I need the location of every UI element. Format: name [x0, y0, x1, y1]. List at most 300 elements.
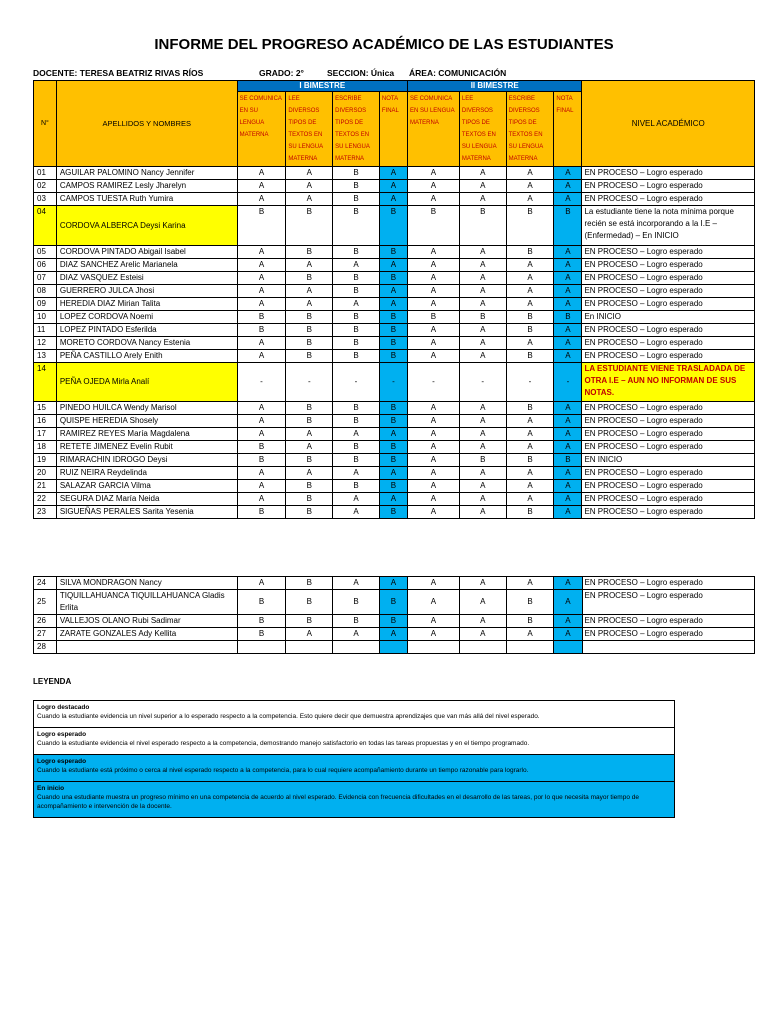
nota-final-cell: B — [379, 454, 407, 467]
grade-cell: B — [333, 415, 380, 428]
grade-cell: - — [506, 363, 554, 402]
student-number: 08 — [34, 285, 57, 298]
nota-final-cell: A — [554, 298, 582, 311]
legend-item — [34, 782, 675, 818]
student-name: AGUILAR PALOMINO Nancy Jennifer — [56, 167, 237, 180]
grade-cell: A — [506, 285, 554, 298]
nota-final-cell: B — [379, 311, 407, 324]
student-row — [34, 441, 755, 454]
student-number: 07 — [34, 272, 57, 285]
header-nivel: NIVEL ACADÉMICO — [582, 81, 755, 167]
grade-cell: A — [459, 259, 506, 272]
grade-cell: A — [459, 193, 506, 206]
grade-cell: B — [333, 324, 380, 337]
page-title: INFORME DEL PROGRESO ACADÉMICO DE LAS ESTUDIANTES — [154, 36, 614, 53]
grade-cell: A — [286, 193, 333, 206]
grade-cell: B — [333, 350, 380, 363]
nota-final-cell: B — [379, 402, 407, 415]
grade-cell: A — [237, 167, 286, 180]
grade-cell: A — [407, 577, 459, 590]
student-row — [34, 272, 755, 285]
student-name: SALAZAR GARCIA Vilma — [56, 480, 237, 493]
student-row — [34, 193, 755, 206]
student-name: CORDOVA ALBERCA Deysi Karina — [56, 206, 237, 246]
nota-final-cell: A — [554, 615, 582, 628]
nota-final-cell: A — [554, 428, 582, 441]
grade-cell: A — [286, 467, 333, 480]
grade-cell: B — [237, 454, 286, 467]
student-number: 20 — [34, 467, 57, 480]
grade-cell: B — [237, 206, 286, 246]
nota-final-cell: A — [554, 246, 582, 259]
grade-cell: A — [407, 246, 459, 259]
grade-cell: A — [286, 441, 333, 454]
grade-cell: B — [333, 246, 380, 259]
nota-final-cell: A — [379, 193, 407, 206]
grade-cell: A — [407, 506, 459, 519]
student-row — [34, 467, 755, 480]
nota-final-cell: B — [379, 480, 407, 493]
student-name: SEGURA DIAZ María Neida — [56, 493, 237, 506]
nota-final-cell: B — [379, 324, 407, 337]
nota-final-cell: A — [554, 415, 582, 428]
grade-cell: B — [333, 311, 380, 324]
student-row — [34, 493, 755, 506]
grade-cell: A — [459, 577, 506, 590]
nota-final-cell: A — [554, 180, 582, 193]
student-name: LOPEZ PINTADO Esferilda — [56, 324, 237, 337]
student-row — [34, 337, 755, 350]
grade-cell: A — [407, 615, 459, 628]
grade-cell: B — [286, 402, 333, 415]
student-name: RIMARACHIN IDROGO Deysi — [56, 454, 237, 467]
legend-item-description: Cuando la estudiante evidencia un nivel superior a lo esperado respecto a la competencia. Esto quiere decir que demuestra aprendizajes que van más allá del nivel esperado. — [37, 713, 540, 720]
student-row — [34, 577, 755, 590]
grade-cell: B — [506, 206, 554, 246]
nota-final-cell: B — [554, 454, 582, 467]
grade-cell: A — [506, 259, 554, 272]
legend-item-title: Logro esperado — [37, 758, 87, 765]
student-name: MORETO CORDOVA Nancy Estenia — [56, 337, 237, 350]
student-name: PEÑA OJEDA Mirla Analí — [56, 363, 237, 402]
student-name: TIQUILLAHUANCA TIQUILLAHUANCA Gladis Erlita — [56, 590, 237, 615]
grade-cell — [459, 641, 506, 654]
student-row — [34, 298, 755, 311]
grade-cell: A — [333, 628, 380, 641]
student-name: QUISPE HEREDIA Shosely — [56, 415, 237, 428]
header-bimestre-1: I BIMESTRE — [237, 81, 407, 92]
nota-final-cell — [379, 641, 407, 654]
grades-table-continued — [33, 576, 755, 654]
grade-cell: A — [237, 180, 286, 193]
grade-cell — [286, 641, 333, 654]
nivel-academico-cell: La estudiante tiene la nota mínima porque recién se está incorporando a la I.E – (Enfermedad) – En INICIO — [582, 206, 755, 246]
nota-final-cell: B — [379, 206, 407, 246]
nivel-academico-cell — [582, 641, 755, 654]
grade-cell: A — [459, 180, 506, 193]
grade-cell: A — [237, 428, 286, 441]
grade-cell: A — [407, 441, 459, 454]
grade-cell: A — [506, 441, 554, 454]
grade-cell: B — [333, 480, 380, 493]
grade-cell: A — [459, 590, 506, 615]
grade-cell: B — [333, 402, 380, 415]
student-number: 09 — [34, 298, 57, 311]
student-name: CAMPOS RAMIREZ Lesly Jharelyn — [56, 180, 237, 193]
nota-final-cell: A — [379, 428, 407, 441]
nota-final-cell: A — [379, 577, 407, 590]
nota-final-cell: A — [554, 402, 582, 415]
student-row — [34, 180, 755, 193]
nota-final-cell: A — [379, 493, 407, 506]
student-name: PINEDO HUILCA Wendy Marisol — [56, 402, 237, 415]
student-row — [34, 628, 755, 641]
header-b2-escribe: ESCRIBE DIVERSOS TIPOS DE TEXTOS EN SU LENGUA MATERNA — [506, 92, 554, 167]
grade-cell: A — [407, 298, 459, 311]
grade-cell: A — [459, 441, 506, 454]
student-number: 28 — [34, 641, 57, 654]
grade-cell: B — [506, 350, 554, 363]
legend-item — [34, 755, 675, 782]
grade-cell: A — [459, 480, 506, 493]
student-number: 02 — [34, 180, 57, 193]
grade-cell: B — [333, 180, 380, 193]
header-b1-escribe: ESCRIBE DIVERSOS TIPOS DE TEXTOS EN SU LENGUA MATERNA — [333, 92, 380, 167]
legend-item-description: Cuando la estudiante evidencia el nivel esperado respecto a la competencia, demostrando manejo satisfactorio en todas las tareas propuestas y en el tiempo programado. — [37, 740, 530, 747]
student-name: DIAZ SANCHEZ Arelic Marianela — [56, 259, 237, 272]
grade-cell: B — [333, 615, 380, 628]
grade-cell: B — [286, 324, 333, 337]
grade-cell: A — [407, 454, 459, 467]
student-number: 04 — [34, 206, 57, 246]
grade-cell: A — [506, 467, 554, 480]
grade-cell: A — [237, 337, 286, 350]
student-row — [34, 506, 755, 519]
grade-cell: B — [286, 493, 333, 506]
grade-cell: A — [237, 259, 286, 272]
grade-cell: A — [506, 167, 554, 180]
grade-cell: B — [286, 506, 333, 519]
grade-cell: A — [407, 480, 459, 493]
grade-cell: B — [333, 285, 380, 298]
legend-table — [33, 700, 675, 818]
grade-cell: A — [459, 467, 506, 480]
nivel-academico-cell: EN PROCESO – Logro esperado — [582, 493, 755, 506]
legend-item — [34, 701, 675, 728]
grade-cell: B — [506, 506, 554, 519]
grade-cell: B — [237, 324, 286, 337]
legend-item-title: En inicio — [37, 785, 65, 792]
grade-cell: - — [407, 363, 459, 402]
grade-cell: A — [333, 259, 380, 272]
nivel-academico-cell: EN PROCESO – Logro esperado — [582, 415, 755, 428]
student-name: DIAZ VASQUEZ Esteisi — [56, 272, 237, 285]
grade-cell: B — [333, 272, 380, 285]
nota-final-cell: B — [379, 615, 407, 628]
grade-cell: A — [407, 193, 459, 206]
grade-cell: B — [506, 402, 554, 415]
grade-cell: A — [237, 246, 286, 259]
grade-cell: A — [333, 506, 380, 519]
grade-cell — [333, 641, 380, 654]
grade-cell: A — [459, 506, 506, 519]
grade-cell: A — [407, 324, 459, 337]
grade-cell: B — [237, 506, 286, 519]
nivel-academico-cell: EN PROCESO – Logro esperado — [582, 193, 755, 206]
seccion-label: SECCION: Única — [327, 68, 395, 78]
student-name: SILVA MONDRAGON Nancy — [56, 577, 237, 590]
nota-final-cell: A — [379, 180, 407, 193]
grade-cell: A — [237, 467, 286, 480]
nivel-academico-cell: EN PROCESO – Logro esperado — [582, 480, 755, 493]
grade-cell: B — [459, 454, 506, 467]
legend-cell — [34, 701, 675, 728]
nivel-academico-cell: EN PROCESO – Logro esperado — [582, 337, 755, 350]
grade-cell: A — [506, 415, 554, 428]
grade-cell: A — [407, 180, 459, 193]
nota-final-cell: A — [554, 167, 582, 180]
legend-item-description: Cuando la estudiante está próximo o cerca al nivel esperado respecto a la competencia, para lo cual requiere acompañamiento durante un tiempo razonable para lograrlo. — [37, 767, 529, 774]
student-number: 15 — [34, 402, 57, 415]
grade-cell: A — [506, 193, 554, 206]
grade-cell: A — [333, 428, 380, 441]
nivel-academico-cell: EN PROCESO – Logro esperado — [582, 506, 755, 519]
nivel-academico-cell: EN PROCESO – Logro esperado — [582, 628, 755, 641]
grade-cell: B — [286, 311, 333, 324]
nota-final-cell: A — [554, 467, 582, 480]
grade-cell: A — [407, 285, 459, 298]
grade-cell: A — [237, 272, 286, 285]
grade-cell: A — [333, 467, 380, 480]
student-row — [34, 415, 755, 428]
grade-cell: B — [333, 454, 380, 467]
nota-final-cell: A — [554, 590, 582, 615]
header-b2-nota: NOTA FINAL — [554, 92, 582, 167]
nota-final-cell: B — [554, 311, 582, 324]
student-row — [34, 641, 755, 654]
student-row — [34, 311, 755, 324]
nivel-academico-cell: EN INICIO — [582, 454, 755, 467]
nivel-academico-cell: EN PROCESO – Logro esperado — [582, 298, 755, 311]
nota-final-cell: A — [554, 441, 582, 454]
grade-cell: A — [459, 298, 506, 311]
grade-cell: B — [286, 272, 333, 285]
nota-final-cell: A — [554, 259, 582, 272]
grade-cell: B — [333, 337, 380, 350]
grade-cell: A — [407, 402, 459, 415]
student-number: 10 — [34, 311, 57, 324]
grade-cell: B — [333, 206, 380, 246]
grade-cell: B — [286, 454, 333, 467]
student-name: LOPEZ CORDOVA Noemi — [56, 311, 237, 324]
grade-cell: A — [407, 467, 459, 480]
nota-final-cell — [554, 641, 582, 654]
nota-final-cell: A — [554, 324, 582, 337]
nivel-academico-cell: EN PROCESO – Logro esperado — [582, 324, 755, 337]
student-number: 22 — [34, 493, 57, 506]
header-b1-lee: LEE DIVERSOS TIPOS DE TEXTOS EN SU LENGUA MATERNA — [286, 92, 333, 167]
nota-final-cell: A — [554, 350, 582, 363]
header-bimestre-2: II BIMESTRE — [407, 81, 582, 92]
grade-cell: A — [459, 167, 506, 180]
grade-cell: A — [286, 298, 333, 311]
grade-cell: A — [506, 298, 554, 311]
nota-final-cell: B — [554, 206, 582, 246]
student-row — [34, 615, 755, 628]
grade-cell: B — [286, 577, 333, 590]
nota-final-cell: A — [379, 628, 407, 641]
nivel-academico-cell: EN PROCESO – Logro esperado — [582, 272, 755, 285]
grade-cell: A — [407, 590, 459, 615]
grade-cell: A — [407, 428, 459, 441]
grade-cell: A — [459, 415, 506, 428]
student-name — [56, 641, 237, 654]
grade-cell: B — [286, 415, 333, 428]
header-b1-comunica: SE COMUNICA EN SU LENGUA MATERNA — [237, 92, 286, 167]
nivel-academico-cell: EN PROCESO – Logro esperado — [582, 590, 755, 615]
grade-cell: A — [459, 337, 506, 350]
student-name: SIGUEÑAS PERALES Sarita Yesenia — [56, 506, 237, 519]
grade-cell: B — [286, 480, 333, 493]
grade-cell: A — [407, 259, 459, 272]
grade-cell: A — [459, 615, 506, 628]
student-number: 05 — [34, 246, 57, 259]
nota-final-cell: A — [554, 628, 582, 641]
nivel-academico-cell: EN PROCESO – Logro esperado — [582, 441, 755, 454]
legend-cell — [34, 782, 675, 818]
nota-final-cell: A — [554, 577, 582, 590]
nota-final-cell: A — [379, 285, 407, 298]
student-number: 11 — [34, 324, 57, 337]
grade-cell: A — [506, 272, 554, 285]
grade-cell: A — [506, 493, 554, 506]
legend-title: LEYENDA — [33, 677, 72, 686]
grade-cell: A — [286, 180, 333, 193]
nivel-academico-cell: EN PROCESO – Logro esperado — [582, 180, 755, 193]
student-name: ZARATE GONZALES Ady Kellita — [56, 628, 237, 641]
grade-cell: B — [286, 350, 333, 363]
grade-cell: B — [333, 167, 380, 180]
grade-cell — [407, 641, 459, 654]
nota-final-cell: B — [379, 415, 407, 428]
student-row — [34, 285, 755, 298]
student-number: 23 — [34, 506, 57, 519]
student-name: CORDOVA PINTADO Abigail Isabel — [56, 246, 237, 259]
nivel-academico-cell: EN PROCESO – Logro esperado — [582, 285, 755, 298]
header-number: N° — [34, 81, 57, 167]
nota-final-cell: - — [379, 363, 407, 402]
grade-cell: A — [506, 577, 554, 590]
student-number: 17 — [34, 428, 57, 441]
grade-cell: B — [506, 311, 554, 324]
grade-cell: A — [506, 628, 554, 641]
grade-cell: A — [459, 428, 506, 441]
nota-final-cell: A — [379, 259, 407, 272]
grade-cell: B — [286, 246, 333, 259]
nota-final-cell: A — [554, 337, 582, 350]
grade-cell: A — [459, 628, 506, 641]
grade-cell: B — [506, 246, 554, 259]
grade-cell: - — [333, 363, 380, 402]
student-name: HEREDIA DIAZ Mirian Talita — [56, 298, 237, 311]
nivel-academico-cell: EN PROCESO – Logro esperado — [582, 402, 755, 415]
nota-final-cell: A — [554, 272, 582, 285]
legend-item — [34, 728, 675, 755]
grade-cell: B — [459, 206, 506, 246]
grade-cell: A — [407, 628, 459, 641]
grade-cell: B — [407, 311, 459, 324]
grade-cell: B — [286, 590, 333, 615]
grade-cell — [506, 641, 554, 654]
grade-cell: A — [237, 415, 286, 428]
nota-final-cell: A — [554, 285, 582, 298]
nota-final-cell: A — [554, 480, 582, 493]
grade-cell: A — [333, 577, 380, 590]
nota-final-cell: B — [379, 337, 407, 350]
grade-cell: B — [459, 311, 506, 324]
grade-cell: A — [286, 628, 333, 641]
student-row — [34, 402, 755, 415]
nivel-academico-cell: EN PROCESO – Logro esperado — [582, 246, 755, 259]
grade-cell: B — [506, 454, 554, 467]
nivel-academico-cell: EN PROCESO – Logro esperado — [582, 350, 755, 363]
student-number: 12 — [34, 337, 57, 350]
student-name: VALLEJOS OLANO Rubi Sadimar — [56, 615, 237, 628]
grade-cell: A — [237, 493, 286, 506]
grado-label: GRADO: 2° — [259, 68, 304, 78]
student-number: 25 — [34, 590, 57, 615]
legend-item-title: Logro esperado — [37, 731, 87, 738]
grade-cell: A — [459, 246, 506, 259]
area-label: ÁREA: COMUNICACIÓN — [409, 68, 507, 78]
nivel-academico-cell: LA ESTUDIANTE VIENE TRASLADADA DE OTRA I.E – AUN NO INFORMAN DE SUS NOTAS. — [582, 363, 755, 402]
grade-cell: A — [459, 402, 506, 415]
nota-final-cell: B — [379, 246, 407, 259]
student-number: 03 — [34, 193, 57, 206]
legend-item-title: Logro destacado — [37, 704, 90, 711]
student-row — [34, 480, 755, 493]
nota-final-cell: A — [554, 493, 582, 506]
grade-cell: A — [237, 298, 286, 311]
student-number: 24 — [34, 577, 57, 590]
grade-cell: A — [459, 285, 506, 298]
grade-cell — [237, 641, 286, 654]
grade-cell: A — [286, 428, 333, 441]
header-b2-comunica: SE COMUNICA EN SU LENGUA MATERNA — [407, 92, 459, 167]
student-name: RUIZ NEIRA Reydelinda — [56, 467, 237, 480]
legend-cell — [34, 755, 675, 782]
header-names: APELLIDOS Y NOMBRES — [56, 81, 237, 167]
nivel-academico-cell: EN PROCESO – Logro esperado — [582, 259, 755, 272]
grade-cell: B — [237, 441, 286, 454]
student-name: PEÑA CASTILLO Arely Enith — [56, 350, 237, 363]
nivel-academico-cell: EN PROCESO – Logro esperado — [582, 615, 755, 628]
grade-cell: B — [237, 628, 286, 641]
nota-final-cell: A — [554, 506, 582, 519]
grade-cell: - — [286, 363, 333, 402]
student-row — [34, 206, 755, 246]
grade-cell: A — [237, 285, 286, 298]
header-b2-lee: LEE DIVERSOS TIPOS DE TEXTOS EN SU LENGUA MATERNA — [459, 92, 506, 167]
student-name: RETETE JIMENEZ Evelin Rubit — [56, 441, 237, 454]
student-number: 21 — [34, 480, 57, 493]
grade-cell: B — [286, 206, 333, 246]
student-number: 06 — [34, 259, 57, 272]
grade-cell: A — [333, 493, 380, 506]
grade-cell: A — [506, 180, 554, 193]
grade-cell: A — [407, 272, 459, 285]
nota-final-cell: - — [554, 363, 582, 402]
